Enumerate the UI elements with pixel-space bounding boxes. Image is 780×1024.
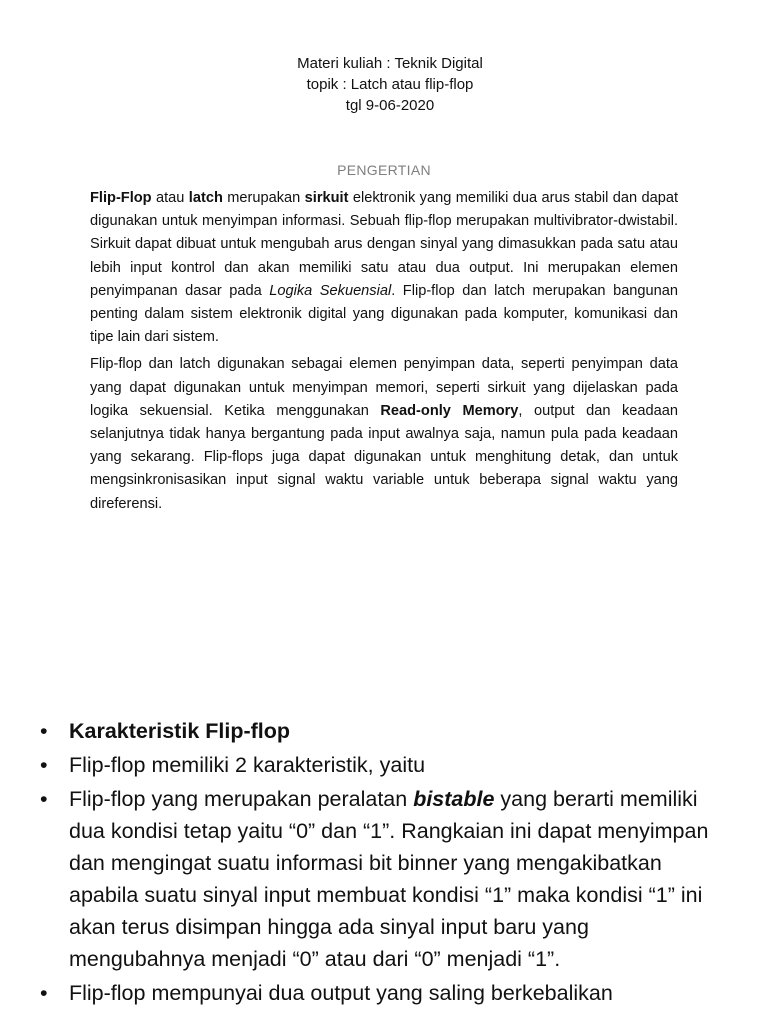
document-header [0,53,780,116]
bullet-list [40,715,730,1005]
bullet-icon: • [40,753,48,777]
text-span: atau [151,190,189,206]
term-logika-sekuensial: Logika Sekuensial [269,282,392,299]
bullet-text: yang berarti memiliki dua kondisi tetap yaitu “0” dan “1”. Rangkaian ini dapat menyimpan dan mengingat suatu informasi bit binner yang mengakibatkan apabila suatu sinyal input membuat kondisi “1” maka kondisi “1” ini akan terus disimpan hingga ada sinyal input baru yang mengubahnya menjadi “0” atau dari “0” menjadi “1”. [69,787,709,971]
bullet-icon: • [40,719,48,743]
term-flip-flop: Flip-Flop [90,190,152,206]
list-item [40,977,730,1005]
bullet-heading: Karakteristik Flip-flop [69,719,291,743]
list-item [40,783,730,975]
paragraph-definition [90,187,678,349]
bullet-text: Flip-flop yang merupakan peralatan [69,787,414,811]
text-span: . Flip-flop dan latch merupakan bangunan penting dalam sistem elektronik digital yang digunakan pada komputer, komunikasi dan tipe lain dari sistem. [90,282,679,346]
list-item [40,715,730,747]
text-span: elektronik yang memiliki dua arus stabil dan dapat digunakan untuk menyimpan informasi. Sebuah flip-flop merupakan multivibrator-dwistabil. Sirkuit dapat dibuat untuk mengubah arus dengan sinyal yang dimasukkan pada satu atau lebih input kontrol dan akan memiliki satu atau dua output. Ini merupakan elemen penyimpanan dasar pada [90,190,679,299]
topic-title: topik : Latch atau flip-flop [306,76,474,93]
course-title: Materi kuliah : Teknik Digital [297,55,483,72]
term-latch: latch [188,190,223,206]
paragraph-usage [90,353,678,515]
bullet-text: Flip-flop memiliki 2 karakteristik, yaitu [69,753,426,777]
bullet-icon: • [40,787,48,811]
list-item [40,749,730,781]
text-span: , output dan keadaan selanjutnya tidak hanya bergantung pada input awalnya saja, namun pula pada keadaan yang sekarang. Flip-flops juga dapat digunakan untuk menghitung detak, dan untuk mengsinkronisasikan input signal waktu variable untuk beberapa signal waktu yang direferensi. [90,402,678,512]
term-read-only-memory: Read-only Memory [380,402,519,419]
term-sirkuit: sirkuit [304,190,349,206]
date-line: tgl 9-06-2020 [345,97,435,114]
term-bistable: bistable [413,787,495,811]
text-span: merupakan [222,190,305,206]
text-span: Flip-flop dan latch digunakan sebagai elemen penyimpan data, seperti penyimpan data yang dapat digunakan untuk menyimpan memori, seperti sirkuit yang dijelaskan pada logika sekuensial. Ketika menggunakan [90,356,678,419]
bullet-icon: • [40,981,48,1005]
section-heading: PENGERTIAN [337,162,431,178]
bullet-text: Flip-flop mempunyai dua output yang saling berkebalikan [69,981,613,1005]
body-text [90,187,678,520]
